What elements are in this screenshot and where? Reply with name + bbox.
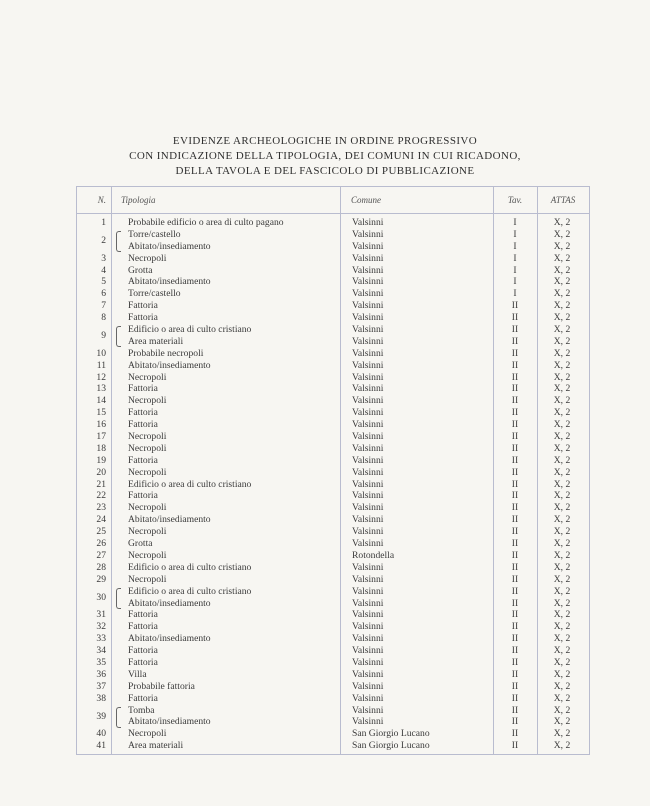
row-attas: X, 2 xyxy=(553,466,571,478)
row-tipologia: Edificio o area di culto cristiano xyxy=(128,324,252,336)
row-number: 14 xyxy=(96,395,106,407)
row-comune: Valsinni xyxy=(352,585,384,597)
row-tipologia: Necropoli xyxy=(128,371,167,383)
row-tav: I xyxy=(513,264,517,276)
row-number: 6 xyxy=(101,288,106,300)
table-row xyxy=(77,312,589,324)
row-number: 41 xyxy=(96,740,106,752)
row-comune: Valsinni xyxy=(352,407,384,419)
row-number: 28 xyxy=(96,561,106,573)
row-tav: I xyxy=(513,276,517,288)
table-row xyxy=(77,490,589,502)
row-comune: Rotondella xyxy=(352,549,395,561)
row-comune: Valsinni xyxy=(352,490,384,502)
header-n: N. xyxy=(97,195,106,205)
row-attas: X, 2 xyxy=(553,740,571,752)
group-number: 9 xyxy=(101,329,106,341)
row-tav: II xyxy=(511,324,519,336)
row-attas: X, 2 xyxy=(553,288,571,300)
row-attas: X, 2 xyxy=(553,728,571,740)
header-tav: Tav. xyxy=(507,195,523,205)
row-tipologia: Abitato/insediamento xyxy=(128,240,211,252)
row-number: 13 xyxy=(96,383,106,395)
row-comune: Valsinni xyxy=(352,371,384,383)
row-attas: X, 2 xyxy=(553,692,571,704)
row-comune: Valsinni xyxy=(352,466,384,478)
row-comune: Valsinni xyxy=(352,300,384,312)
row-tav: II xyxy=(511,680,519,692)
table-row xyxy=(77,383,589,395)
table-row xyxy=(77,467,589,479)
table-row xyxy=(77,526,589,538)
row-tipologia: Area materiali xyxy=(128,335,184,347)
row-tipologia: Fattoria xyxy=(128,419,158,431)
row-tav: II xyxy=(511,561,519,573)
row-tav: II xyxy=(511,490,519,502)
row-attas: X, 2 xyxy=(553,573,571,585)
row-attas: X, 2 xyxy=(553,490,571,502)
header-attas: ATTAS xyxy=(550,195,576,205)
row-tipologia: Fattoria xyxy=(128,609,158,621)
table-row xyxy=(77,693,589,705)
row-tav: II xyxy=(511,728,519,740)
title-line: CON INDICAZIONE DELLA TIPOLOGIA, DEI COMUNI IN CUI RICADONO, xyxy=(129,150,521,162)
row-number: 3 xyxy=(101,252,106,264)
bracket-icon xyxy=(116,326,121,347)
row-comune: Valsinni xyxy=(352,597,384,609)
row-number: 24 xyxy=(96,514,106,526)
row-tipologia: Necropoli xyxy=(128,395,167,407)
row-tipologia: Abitato/insediamento xyxy=(128,359,211,371)
row-number: 34 xyxy=(96,645,106,657)
row-comune: Valsinni xyxy=(352,442,384,454)
row-tav: I xyxy=(513,288,517,300)
row-comune: Valsinni xyxy=(352,704,384,716)
row-tipologia: Fattoria xyxy=(128,621,158,633)
row-comune: Valsinni xyxy=(352,335,384,347)
row-number: 27 xyxy=(96,549,106,561)
row-number: 36 xyxy=(96,668,106,680)
title-line: DELLA TAVOLA E DEL FASCICOLO DI PUBBLICAZIONE xyxy=(175,165,475,177)
table-row xyxy=(77,300,589,312)
row-attas: X, 2 xyxy=(553,300,571,312)
row-attas: X, 2 xyxy=(553,324,571,336)
row-tav: II xyxy=(511,407,519,419)
table-row xyxy=(77,407,589,419)
bracket-icon xyxy=(116,231,121,252)
row-tav: II xyxy=(511,633,519,645)
row-tipologia: Necropoli xyxy=(128,728,167,740)
row-number: 21 xyxy=(96,478,106,490)
row-number: 10 xyxy=(96,347,106,359)
table-row xyxy=(77,360,589,372)
row-number: 4 xyxy=(101,264,106,276)
group-number: 2 xyxy=(101,234,106,246)
row-number: 29 xyxy=(96,573,106,585)
row-attas: X, 2 xyxy=(553,395,571,407)
row-comune: Valsinni xyxy=(352,312,384,324)
group-number: 30 xyxy=(96,591,106,603)
row-tipologia: Necropoli xyxy=(128,573,167,585)
row-tav: II xyxy=(511,526,519,538)
table-row xyxy=(77,621,589,633)
table-row xyxy=(77,740,589,752)
row-tav: I xyxy=(513,228,517,240)
table-row xyxy=(77,562,589,574)
row-tipologia: Edificio o area di culto cristiano xyxy=(128,585,252,597)
row-comune: Valsinni xyxy=(352,716,384,728)
row-attas: X, 2 xyxy=(553,371,571,383)
row-attas: X, 2 xyxy=(553,407,571,419)
row-tipologia: Necropoli xyxy=(128,252,167,264)
row-tipologia: Area materiali xyxy=(128,740,184,752)
row-comune: San Giorgio Lucano xyxy=(352,728,430,740)
row-tipologia: Grotta xyxy=(128,538,153,550)
row-number: 31 xyxy=(96,609,106,621)
row-attas: X, 2 xyxy=(553,538,571,550)
row-tav: II xyxy=(511,431,519,443)
row-number: 1 xyxy=(101,217,106,228)
row-number: 7 xyxy=(101,300,106,312)
row-tav: II xyxy=(511,656,519,668)
row-tipologia: Torre/castello xyxy=(128,228,181,240)
row-number: 23 xyxy=(96,502,106,514)
row-attas: X, 2 xyxy=(553,645,571,657)
row-comune: Valsinni xyxy=(352,478,384,490)
row-tipologia: Torre/castello xyxy=(128,288,181,300)
header-comune: Comune xyxy=(351,195,381,205)
row-tav: II xyxy=(511,419,519,431)
row-comune: Valsinni xyxy=(352,609,384,621)
row-attas: X, 2 xyxy=(553,680,571,692)
row-attas: X, 2 xyxy=(553,668,571,680)
row-comune: Valsinni xyxy=(352,680,384,692)
row-number: 40 xyxy=(96,728,106,740)
grouped-entry xyxy=(77,586,589,610)
row-attas: X, 2 xyxy=(553,502,571,514)
row-attas: X, 2 xyxy=(553,228,571,240)
row-tav: II xyxy=(511,454,519,466)
row-attas: X, 2 xyxy=(553,561,571,573)
row-comune: Valsinni xyxy=(352,395,384,407)
row-tipologia: Necropoli xyxy=(128,442,167,454)
row-tipologia: Necropoli xyxy=(128,526,167,538)
row-comune: Valsinni xyxy=(352,561,384,573)
table-row xyxy=(77,265,589,277)
row-attas: X, 2 xyxy=(553,347,571,359)
row-number: 26 xyxy=(96,538,106,550)
row-number: 16 xyxy=(96,419,106,431)
table-row xyxy=(77,633,589,645)
row-tav: II xyxy=(511,502,519,514)
row-tav: II xyxy=(511,442,519,454)
table-row xyxy=(77,455,589,467)
row-tipologia: Fattoria xyxy=(128,645,158,657)
row-comune: Valsinni xyxy=(352,276,384,288)
row-attas: X, 2 xyxy=(553,264,571,276)
row-attas: X, 2 xyxy=(553,217,571,228)
table-row xyxy=(77,669,589,681)
row-comune: Valsinni xyxy=(352,383,384,395)
row-attas: X, 2 xyxy=(553,312,571,324)
row-tav: II xyxy=(511,371,519,383)
row-tipologia: Fattoria xyxy=(128,407,158,419)
table-row xyxy=(77,253,589,265)
row-comune: Valsinni xyxy=(352,502,384,514)
row-tav: I xyxy=(513,252,517,264)
table-row xyxy=(77,443,589,455)
row-tav: II xyxy=(511,300,519,312)
row-comune: Valsinni xyxy=(352,228,384,240)
row-tav: II xyxy=(511,621,519,633)
row-attas: X, 2 xyxy=(553,431,571,443)
row-tav: II xyxy=(511,704,519,716)
table-row xyxy=(77,550,589,562)
table-body xyxy=(77,217,589,752)
row-number: 18 xyxy=(96,442,106,454)
evidence-table xyxy=(76,186,590,755)
row-attas: X, 2 xyxy=(553,240,571,252)
row-tipologia: Fattoria xyxy=(128,312,158,324)
row-tipologia: Fattoria xyxy=(128,692,158,704)
table-row xyxy=(77,479,589,491)
grouped-entry xyxy=(77,705,589,729)
row-tav: II xyxy=(511,609,519,621)
row-attas: X, 2 xyxy=(553,656,571,668)
row-attas: X, 2 xyxy=(553,609,571,621)
header-tipologia: Tipologia xyxy=(121,195,156,205)
row-tav: II xyxy=(511,312,519,324)
table-row xyxy=(77,645,589,657)
row-comune: Valsinni xyxy=(352,668,384,680)
table-row xyxy=(77,217,589,229)
row-tav: II xyxy=(511,538,519,550)
row-tipologia: Fattoria xyxy=(128,383,158,395)
row-tav: II xyxy=(511,335,519,347)
row-comune: Valsinni xyxy=(352,264,384,276)
row-comune: Valsinni xyxy=(352,514,384,526)
row-attas: X, 2 xyxy=(553,454,571,466)
row-tav: II xyxy=(511,668,519,680)
table-row xyxy=(77,657,589,669)
row-tipologia: Grotta xyxy=(128,264,153,276)
group-number: 39 xyxy=(96,710,106,722)
row-tav: II xyxy=(511,585,519,597)
row-tav: II xyxy=(511,359,519,371)
row-tipologia: Probabile necropoli xyxy=(128,347,204,359)
row-tav: II xyxy=(511,645,519,657)
row-comune: Valsinni xyxy=(352,645,384,657)
table-row xyxy=(77,728,589,740)
row-tav: II xyxy=(511,383,519,395)
row-attas: X, 2 xyxy=(553,335,571,347)
row-comune: Valsinni xyxy=(352,240,384,252)
grouped-entry xyxy=(77,229,589,253)
row-tav: II xyxy=(511,478,519,490)
row-tipologia: Abitato/insediamento xyxy=(128,633,211,645)
bracket-icon xyxy=(116,588,121,609)
row-comune: Valsinni xyxy=(352,538,384,550)
row-attas: X, 2 xyxy=(553,585,571,597)
row-comune: Valsinni xyxy=(352,656,384,668)
row-tipologia: Edificio o area di culto cristiano xyxy=(128,561,252,573)
row-attas: X, 2 xyxy=(553,359,571,371)
table-header xyxy=(77,187,589,214)
row-tipologia: Edificio o area di culto cristiano xyxy=(128,478,252,490)
row-attas: X, 2 xyxy=(553,442,571,454)
row-tav: II xyxy=(511,740,519,752)
row-tipologia: Necropoli xyxy=(128,466,167,478)
row-tipologia: Fattoria xyxy=(128,656,158,668)
row-number: 19 xyxy=(96,454,106,466)
row-attas: X, 2 xyxy=(553,276,571,288)
row-tipologia: Necropoli xyxy=(128,502,167,514)
row-tipologia: Fattoria xyxy=(128,300,158,312)
table-row xyxy=(77,288,589,300)
row-comune: Valsinni xyxy=(352,217,384,228)
table-row xyxy=(77,276,589,288)
row-comune: Valsinni xyxy=(352,692,384,704)
row-comune: Valsinni xyxy=(352,252,384,264)
row-attas: X, 2 xyxy=(553,716,571,728)
row-attas: X, 2 xyxy=(553,514,571,526)
row-number: 33 xyxy=(96,633,106,645)
row-tipologia: Fattoria xyxy=(128,490,158,502)
table-row xyxy=(77,502,589,514)
row-tipologia: Probabile edificio o area di culto pagano xyxy=(128,217,284,228)
row-attas: X, 2 xyxy=(553,526,571,538)
table-row xyxy=(77,574,589,586)
row-comune: Valsinni xyxy=(352,633,384,645)
row-comune: Valsinni xyxy=(352,324,384,336)
row-tav: II xyxy=(511,549,519,561)
row-tipologia: Tomba xyxy=(128,704,155,716)
table-row xyxy=(77,514,589,526)
table-row xyxy=(77,419,589,431)
row-attas: X, 2 xyxy=(553,704,571,716)
row-attas: X, 2 xyxy=(553,252,571,264)
row-number: 8 xyxy=(101,312,106,324)
row-number: 38 xyxy=(96,692,106,704)
row-number: 17 xyxy=(96,431,106,443)
row-tav: I xyxy=(513,217,517,228)
row-number: 15 xyxy=(96,407,106,419)
row-tav: II xyxy=(511,573,519,585)
row-tipologia: Abitato/insediamento xyxy=(128,514,211,526)
row-tipologia: Necropoli xyxy=(128,431,167,443)
bracket-icon xyxy=(116,707,121,728)
row-tipologia: Probabile fattoria xyxy=(128,680,195,692)
row-number: 22 xyxy=(96,490,106,502)
table-row xyxy=(77,681,589,693)
row-number: 37 xyxy=(96,680,106,692)
row-tav: II xyxy=(511,514,519,526)
row-attas: X, 2 xyxy=(553,633,571,645)
table-row xyxy=(77,395,589,407)
row-comune: Valsinni xyxy=(352,347,384,359)
table-row xyxy=(77,538,589,550)
row-attas: X, 2 xyxy=(553,478,571,490)
row-comune: Valsinni xyxy=(352,288,384,300)
row-comune: Valsinni xyxy=(352,431,384,443)
table-row xyxy=(77,609,589,621)
row-tav: II xyxy=(511,692,519,704)
table-row xyxy=(77,348,589,360)
row-number: 5 xyxy=(101,276,106,288)
title-line: EVIDENZE ARCHEOLOGICHE IN ORDINE PROGRESSIVO xyxy=(172,135,478,147)
grouped-entry xyxy=(77,324,589,348)
row-comune: Valsinni xyxy=(352,419,384,431)
row-attas: X, 2 xyxy=(553,621,571,633)
row-comune: Valsinni xyxy=(352,526,384,538)
row-number: 32 xyxy=(96,621,106,633)
table-row xyxy=(77,431,589,443)
row-number: 35 xyxy=(96,656,106,668)
row-tipologia: Abitato/insediamento xyxy=(128,716,211,728)
row-number: 20 xyxy=(96,466,106,478)
row-number: 12 xyxy=(96,371,106,383)
page-title xyxy=(0,134,650,179)
row-tipologia: Abitato/insediamento xyxy=(128,597,211,609)
row-number: 11 xyxy=(96,359,106,371)
row-tav: II xyxy=(511,466,519,478)
row-tav: II xyxy=(511,597,519,609)
row-comune: Valsinni xyxy=(352,359,384,371)
row-comune: Valsinni xyxy=(352,573,384,585)
row-comune: San Giorgio Lucano xyxy=(352,740,430,752)
row-tav: II xyxy=(511,347,519,359)
row-attas: X, 2 xyxy=(553,383,571,395)
row-number: 25 xyxy=(96,526,106,538)
row-attas: X, 2 xyxy=(553,419,571,431)
row-comune: Valsinni xyxy=(352,454,384,466)
row-attas: X, 2 xyxy=(553,597,571,609)
row-tipologia: Abitato/insediamento xyxy=(128,276,211,288)
row-comune: Valsinni xyxy=(352,621,384,633)
row-attas: X, 2 xyxy=(553,549,571,561)
row-tav: I xyxy=(513,240,517,252)
row-tipologia: Villa xyxy=(128,668,147,680)
row-tav: II xyxy=(511,716,519,728)
row-tipologia: Necropoli xyxy=(128,549,167,561)
row-tav: II xyxy=(511,395,519,407)
row-tipologia: Fattoria xyxy=(128,454,158,466)
table-row xyxy=(77,372,589,384)
